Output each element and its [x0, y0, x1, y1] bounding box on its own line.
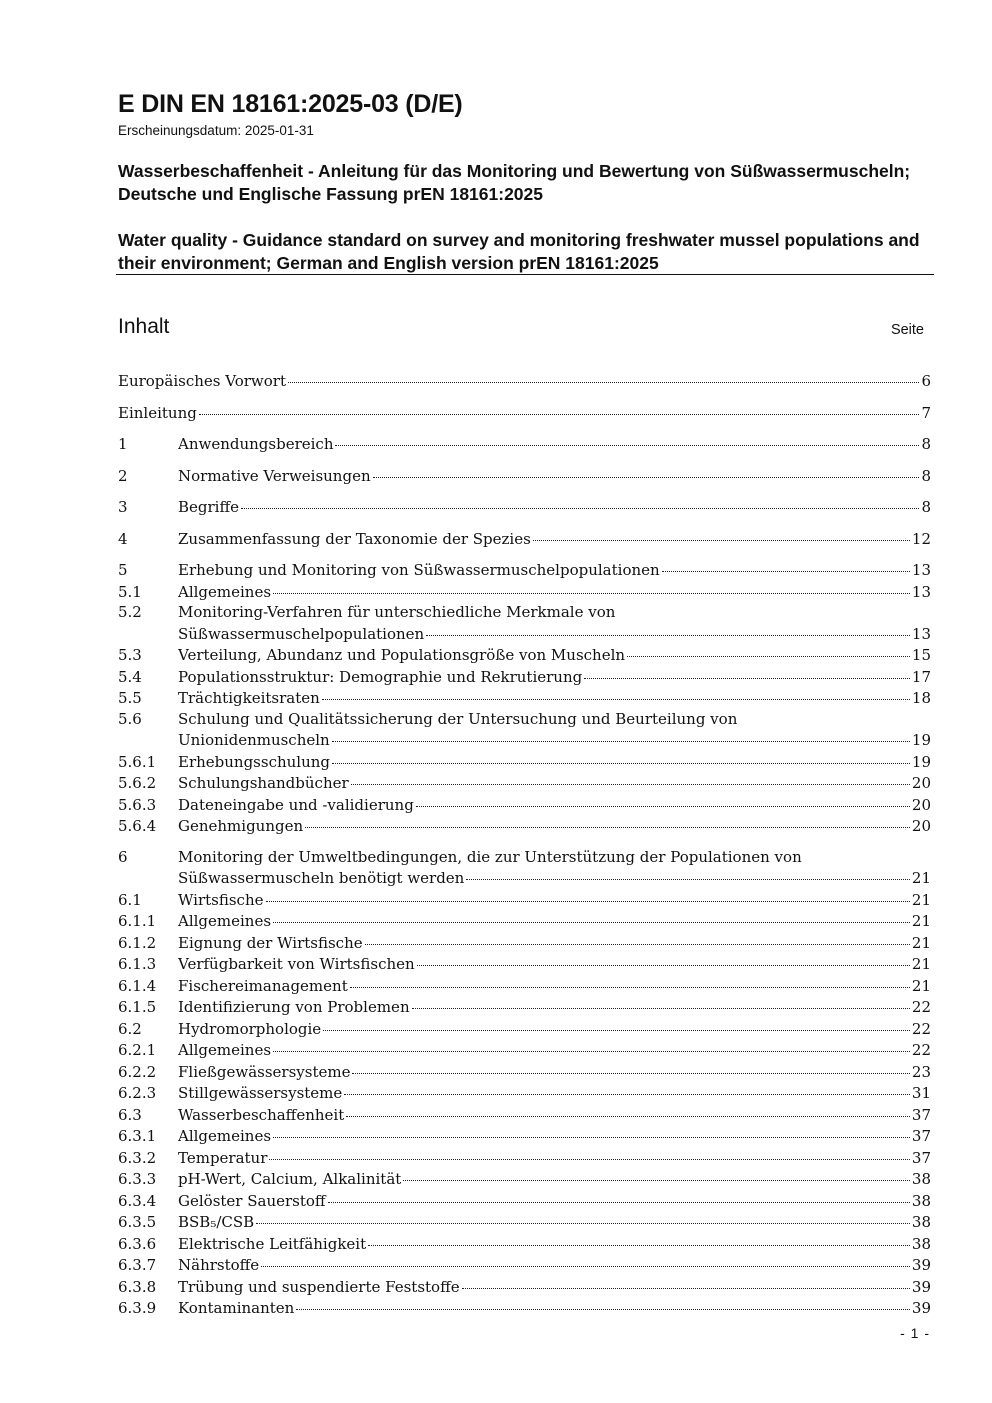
- toc-entry-page: 21: [911, 933, 931, 952]
- toc-entry[interactable]: [118, 1168, 931, 1190]
- toc-entry-title: Eignung der Wirtsfische: [178, 933, 363, 952]
- toc-entry[interactable]: [118, 1061, 931, 1083]
- toc-entry-title: Trübung und suspendierte Feststoffe: [178, 1277, 460, 1296]
- toc-entry[interactable]: [118, 1104, 931, 1126]
- toc-entry-page: 38: [911, 1191, 931, 1210]
- toc-entry[interactable]: [118, 815, 931, 837]
- toc-entry-page: 22: [911, 998, 931, 1016]
- toc-entry[interactable]: [118, 402, 931, 424]
- toc-entry-page: 21: [911, 869, 931, 887]
- toc-entry-title: Stillgewässersysteme: [178, 1084, 343, 1102]
- toc-entry-number: 6.1.2: [118, 933, 157, 952]
- toc-entry-number: 5.2: [118, 603, 142, 621]
- toc-entry-page: 38: [911, 1234, 931, 1253]
- toc-entry-number: 6.3.7: [118, 1256, 157, 1274]
- toc-entry-number: 6.3.6: [118, 1234, 157, 1253]
- toc-entry-number: 2: [118, 466, 128, 485]
- toc-entry-number: 5.6.2: [118, 774, 157, 792]
- toc-entry-page: 21: [911, 912, 931, 930]
- toc-entry-number: 5.6.3: [118, 795, 157, 814]
- toc-entry-page: 39: [911, 1299, 931, 1317]
- toc-entry-title: Erhebung und Monitoring von Süßwassermuschelpopulationen: [178, 561, 660, 579]
- dot-leader: [426, 623, 910, 636]
- toc-entry-title: BSB₅/CSB: [178, 1213, 255, 1231]
- dot-leader: [416, 794, 910, 807]
- toc-entry-page: 17: [911, 667, 931, 686]
- dot-leader: [332, 729, 910, 742]
- toc-entry[interactable]: [118, 1254, 931, 1276]
- toc-entry[interactable]: [118, 889, 931, 911]
- toc-entry-title: Wasserbeschaffenheit: [178, 1105, 345, 1124]
- toc-entry-title: Erhebungsschulung: [178, 752, 331, 771]
- toc-entry[interactable]: [118, 666, 931, 688]
- dot-leader: [273, 1125, 910, 1138]
- toc-entry-number: 5.4: [118, 667, 142, 686]
- page-number: - 1 -: [900, 1325, 930, 1341]
- toc-entry-page: 37: [911, 1127, 931, 1145]
- toc-entry[interactable]: [118, 772, 931, 794]
- title-german: Wasserbeschaffenheit - Anleitung für das Monitoring und Bewertung von Süßwassermuscheln; Deutsche und Englische Fassung prEN 18161:2025: [118, 161, 911, 204]
- toc-entry[interactable]: [118, 1233, 931, 1255]
- toc-entry-page: 22: [911, 1019, 931, 1038]
- toc-entry-number: 6.3.5: [118, 1213, 157, 1231]
- toc-entry-page: 13: [911, 582, 931, 601]
- toc-entry[interactable]: [118, 1082, 931, 1104]
- dot-leader: [256, 1211, 910, 1224]
- toc-entry-title: Wirtsfische: [178, 890, 264, 909]
- toc-entry-page: 21: [911, 976, 931, 995]
- toc-entry-title: Allgemeines: [178, 582, 272, 601]
- dot-leader: [466, 867, 910, 880]
- toc-entry-title: pH-Wert, Calcium, Alkalinität: [178, 1170, 402, 1188]
- toc-entry-number: 6.3.1: [118, 1127, 157, 1145]
- toc-entry-page: 38: [911, 1170, 931, 1188]
- toc-entry-title: Verteilung, Abundanz und Populationsgröße von Muscheln: [178, 646, 626, 664]
- dot-leader: [332, 751, 910, 764]
- toc-entry-page: 22: [911, 1041, 931, 1059]
- toc-entry[interactable]: [118, 1211, 931, 1233]
- toc-entry[interactable]: [118, 1039, 931, 1061]
- toc-entry-title: Temperatur: [178, 1148, 268, 1167]
- toc-entry-number: 6.2.2: [118, 1062, 157, 1081]
- toc-entry-number: 1: [118, 435, 128, 453]
- toc-heading: Inhalt: [118, 315, 170, 338]
- toc-entry-page: 7: [921, 403, 931, 422]
- toc-entry[interactable]: [118, 370, 931, 392]
- toc-entry-title: Fließgewässersysteme: [178, 1062, 351, 1081]
- toc-entry-number: 6.3.8: [118, 1277, 157, 1296]
- toc-entry-page: 21: [911, 955, 931, 973]
- toc-entry-title: Anwendungsbereich: [178, 435, 334, 453]
- toc-entry[interactable]: [118, 996, 931, 1018]
- toc-entry-number: 6.1: [118, 890, 142, 909]
- toc-entry-title: Allgemeines: [178, 912, 272, 930]
- toc-entry-title: Trächtigkeitsraten: [178, 689, 320, 707]
- publication-date: Erscheinungsdatum: 2025-01-31: [118, 123, 314, 138]
- toc-entry[interactable]: [118, 1125, 931, 1147]
- toc-entry-number: 5.6: [118, 709, 142, 728]
- toc-entry-number: 5.5: [118, 689, 142, 707]
- toc-entry-title: Süßwassermuschelpopulationen: [178, 624, 425, 643]
- dot-leader: [273, 910, 910, 923]
- toc-entry-number: 6.1.5: [118, 998, 157, 1016]
- toc-entry[interactable]: [118, 847, 931, 889]
- dot-leader: [584, 666, 910, 679]
- toc-entry-page: 37: [911, 1148, 931, 1167]
- toc-entry-number: 6.2: [118, 1019, 142, 1038]
- toc-entry[interactable]: [118, 1297, 931, 1319]
- document-code: E DIN EN 18161:2025-03 (D/E): [118, 90, 463, 118]
- toc-entry-page: 20: [911, 795, 931, 814]
- dot-leader: [266, 889, 910, 902]
- toc-entry-page: 37: [911, 1105, 931, 1124]
- toc-entry-page: 6: [921, 372, 931, 390]
- dot-leader: [403, 1168, 910, 1181]
- toc-page-column-label: Seite: [890, 322, 924, 338]
- toc-entry-page: 31: [911, 1084, 931, 1102]
- toc-entry[interactable]: [118, 559, 931, 581]
- toc-entry-number: 6.1.3: [118, 955, 157, 973]
- toc-entry-page: 19: [911, 752, 931, 771]
- dot-leader: [352, 1061, 909, 1074]
- toc-entry-number: 5: [118, 561, 128, 579]
- toc-entry[interactable]: [118, 751, 931, 773]
- toc-entry[interactable]: [118, 602, 931, 644]
- toc-entry[interactable]: [118, 794, 931, 816]
- toc-entry-number: 6: [118, 847, 128, 866]
- toc-entry-number: 6.2.3: [118, 1084, 157, 1102]
- toc-entry[interactable]: [118, 496, 931, 518]
- dot-leader: [241, 496, 919, 509]
- toc-entry-page: 23: [911, 1062, 931, 1081]
- toc-entry-number: 3: [118, 498, 128, 516]
- toc-entry[interactable]: [118, 910, 931, 932]
- toc-entry-title: Dateneingabe und -validierung: [178, 795, 414, 814]
- toc-entry-title: Identifizierung von Problemen: [178, 998, 410, 1016]
- toc-entry-page: 20: [911, 774, 931, 792]
- toc-entry[interactable]: [118, 687, 931, 709]
- dot-leader: [322, 687, 910, 700]
- toc-entry-number: 5.3: [118, 646, 142, 664]
- dot-leader: [344, 1082, 910, 1095]
- dot-leader: [323, 1018, 910, 1031]
- toc-entry-page: 13: [911, 561, 931, 579]
- toc-entry-number: 5.6.4: [118, 817, 157, 835]
- toc-entry-page: 39: [911, 1277, 931, 1296]
- toc-entry-title: Begriffe: [178, 498, 240, 516]
- dot-leader: [350, 975, 910, 988]
- toc-entry-number: 6.3.2: [118, 1148, 157, 1167]
- dot-leader: [351, 772, 910, 785]
- dot-leader: [296, 1297, 910, 1310]
- dot-leader: [412, 996, 910, 1009]
- toc-entry-title: Zusammenfassung der Taxonomie der Spezies: [178, 529, 531, 548]
- toc-entry[interactable]: [118, 1276, 931, 1298]
- dot-leader: [373, 465, 920, 478]
- toc-entry-number: 5.6.1: [118, 752, 157, 771]
- dot-leader: [269, 1147, 910, 1160]
- toc-entry-title: Fischereimanagement: [178, 976, 348, 995]
- toc-entry-page: 19: [911, 731, 931, 749]
- dot-leader: [273, 581, 910, 594]
- toc-entry-number: 6.1.4: [118, 976, 157, 995]
- toc-entry[interactable]: [118, 528, 931, 550]
- toc-entry-page: 21: [911, 890, 931, 909]
- dot-leader: [462, 1276, 910, 1289]
- toc-entry[interactable]: [118, 953, 931, 975]
- toc-entry[interactable]: [118, 932, 931, 954]
- dot-leader: [273, 1039, 910, 1052]
- toc-entry-title: Allgemeines: [178, 1041, 272, 1059]
- dot-leader: [662, 559, 910, 572]
- toc-entry-number: 5.1: [118, 582, 142, 601]
- toc-entry-number: 6.3.4: [118, 1191, 157, 1210]
- dot-leader: [335, 433, 919, 446]
- dot-leader: [365, 932, 910, 945]
- toc-entry-page: 12: [911, 529, 931, 548]
- toc-entry[interactable]: [118, 644, 931, 666]
- toc-entry-title: Populationsstruktur: Demographie und Rekrutierung: [178, 667, 583, 686]
- toc-entry-title: Kontaminanten: [178, 1299, 295, 1317]
- dot-leader: [346, 1104, 910, 1117]
- toc-entry-page: 18: [911, 689, 931, 707]
- toc-entry-page: 20: [911, 817, 931, 835]
- toc-entry[interactable]: [118, 709, 931, 751]
- table-of-contents: [118, 370, 931, 1319]
- toc-entry-title: Hydromorphologie: [178, 1019, 322, 1038]
- dot-leader: [417, 953, 910, 966]
- dot-leader: [305, 815, 910, 828]
- toc-entry-page: 8: [921, 498, 931, 516]
- toc-entry-page: 8: [921, 435, 931, 453]
- toc-entry-page: 15: [911, 646, 931, 664]
- title-divider: [116, 274, 934, 275]
- toc-entry-number: 6.2.1: [118, 1041, 157, 1059]
- toc-entry-number: 6.1.1: [118, 912, 157, 930]
- toc-entry-number: 4: [118, 529, 128, 548]
- toc-entry-title: Allgemeines: [178, 1127, 272, 1145]
- toc-entry[interactable]: [118, 1147, 931, 1169]
- toc-entry[interactable]: [118, 581, 931, 603]
- toc-entry-number: 6.3: [118, 1105, 142, 1124]
- toc-entry[interactable]: [118, 1190, 931, 1212]
- dot-leader: [199, 402, 920, 415]
- dot-leader: [627, 644, 910, 657]
- toc-entry[interactable]: [118, 1018, 931, 1040]
- toc-entry-number: 6.3.9: [118, 1299, 157, 1317]
- toc-entry-title: Normative Verweisungen: [178, 466, 371, 485]
- title-english: Water quality - Guidance standard on survey and monitoring freshwater mussel populations and their environment; German and English version prEN 18161:2025: [118, 230, 920, 273]
- toc-entry-page: 39: [911, 1256, 931, 1274]
- toc-entry-title: Einleitung: [118, 403, 197, 422]
- toc-entry-title-line1: Monitoring-Verfahren für unterschiedliche Merkmale von: [178, 603, 616, 621]
- toc-entry[interactable]: [118, 975, 931, 997]
- toc-entry-title: Süßwassermuscheln benötigt werden: [178, 869, 465, 887]
- toc-entry[interactable]: [118, 433, 931, 455]
- toc-entry[interactable]: [118, 465, 931, 487]
- toc-entry-number: 6.3.3: [118, 1170, 157, 1188]
- toc-entry-title: Schulungshandbücher: [178, 774, 349, 792]
- toc-entry-page: 13: [911, 624, 931, 643]
- dot-leader: [288, 370, 919, 383]
- toc-entry-title: Elektrische Leitfähigkeit: [178, 1234, 367, 1253]
- dot-leader: [261, 1254, 910, 1267]
- toc-entry-title: Gelöster Sauerstoff: [178, 1191, 326, 1210]
- toc-entry-title: Unionidenmuscheln: [178, 731, 330, 749]
- toc-entry-title: Nährstoffe: [178, 1256, 260, 1274]
- toc-entry-title: Genehmigungen: [178, 817, 304, 835]
- toc-entry-page: 8: [921, 466, 931, 485]
- dot-leader: [328, 1190, 910, 1203]
- toc-entry-title: Europäisches Vorwort: [118, 372, 286, 390]
- toc-entry-title-line1: Schulung und Qualitätssicherung der Untersuchung und Beurteilung von: [178, 709, 738, 728]
- toc-entry-title: Verfügbarkeit von Wirtsfischen: [178, 955, 415, 973]
- dot-leader: [368, 1233, 910, 1246]
- toc-entry-title-line1: Monitoring der Umweltbedingungen, die zur Unterstützung der Populationen von: [178, 847, 802, 866]
- dot-leader: [533, 528, 910, 541]
- toc-entry-page: 38: [911, 1213, 931, 1231]
